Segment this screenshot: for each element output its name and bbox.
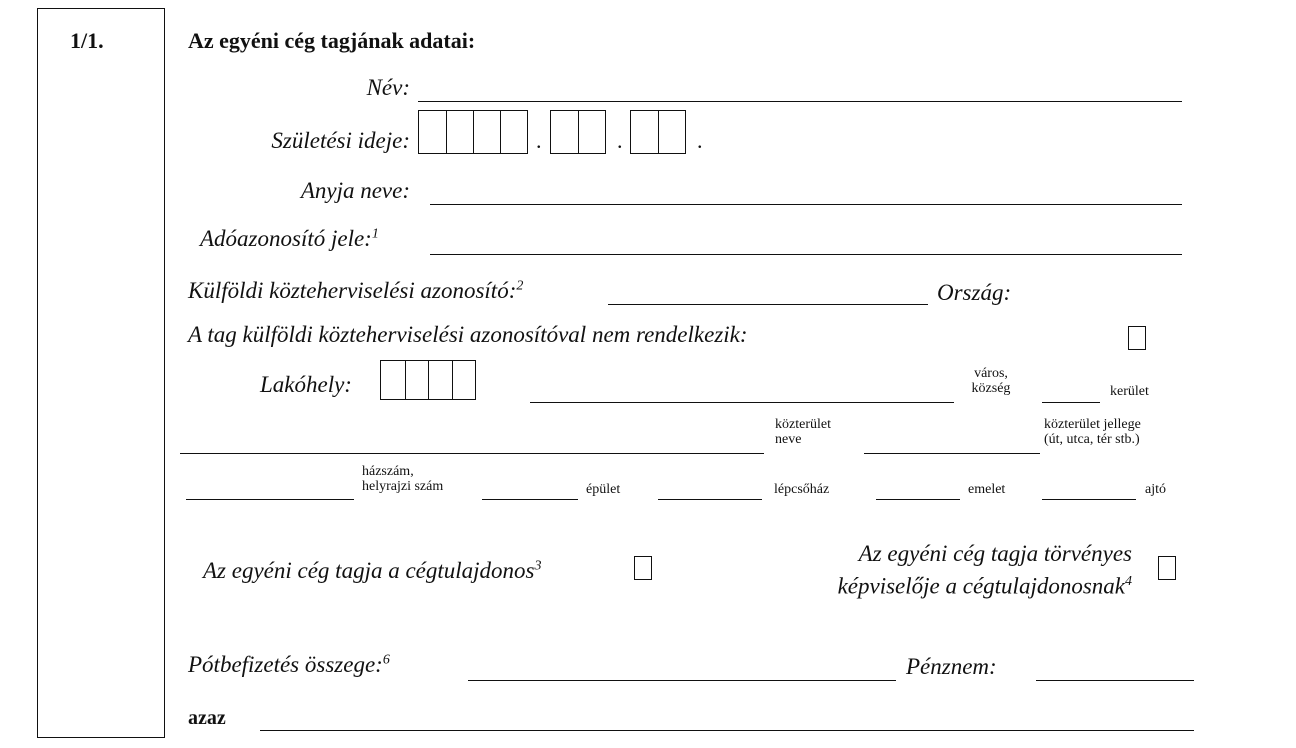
floor-field[interactable] — [876, 499, 960, 500]
city-caption: város, község — [971, 366, 1011, 396]
representative-checkbox[interactable] — [1158, 556, 1176, 580]
date-separator: . — [617, 128, 623, 153]
door-field[interactable] — [1042, 499, 1136, 500]
city-field[interactable] — [530, 402, 954, 403]
section-title: Az egyéni cég tagjának adatai: — [188, 28, 476, 53]
staircase-caption: lépcsőház — [774, 482, 830, 497]
payment-label: Pótbefizetés összege:$^6$ — [188, 652, 390, 677]
door-caption: ajtó — [1145, 482, 1166, 497]
tax-id-label: Adóazonosító jele:$^1$ — [200, 226, 379, 251]
currency-field[interactable] — [1036, 680, 1194, 681]
section-number: 1/1. — [70, 28, 104, 53]
birth-day-boxes[interactable] — [630, 110, 686, 154]
street-type-field[interactable] — [864, 453, 1040, 454]
tax-id-field[interactable] — [430, 254, 1182, 255]
name-label: Név: — [366, 75, 410, 100]
in-words-label: azaz — [188, 707, 226, 729]
street-name-field[interactable] — [180, 453, 764, 454]
district-caption: kerület — [1110, 384, 1149, 399]
representative-label: Az egyéni cég tagja törvényes képviselője a cégtulajdonosnak$^4$ — [837, 541, 1132, 599]
house-number-caption: házszám, helyrajzi szám — [362, 464, 444, 494]
postal-code-boxes[interactable] — [380, 360, 476, 400]
owner-label: Az egyéni cég tagja a cégtulajdonos$^3$ — [203, 558, 542, 583]
birth-month-boxes[interactable] — [550, 110, 606, 154]
country-label: Ország: — [937, 280, 1012, 305]
payment-amount-field[interactable] — [468, 680, 896, 681]
currency-label: Pénznem: — [906, 654, 997, 679]
street-name-caption: közterület neve — [775, 417, 831, 447]
birth-date-label: Születési ideje: — [271, 128, 410, 153]
date-separator: . — [536, 128, 542, 153]
foreign-id-label: Külföldi közteherviselési azonosító:$^2$ — [188, 278, 524, 303]
house-number-field[interactable] — [186, 499, 354, 500]
name-field[interactable] — [418, 101, 1182, 102]
section-number-box — [37, 8, 165, 738]
residence-label: Lakóhely: — [260, 372, 352, 397]
staircase-field[interactable] — [658, 499, 762, 500]
mother-name-field[interactable] — [430, 204, 1182, 205]
floor-caption: emelet — [968, 482, 1006, 497]
foreign-id-field[interactable] — [608, 304, 928, 305]
mother-name-label: Anyja neve: — [300, 178, 410, 203]
no-foreign-id-checkbox[interactable] — [1128, 326, 1146, 350]
building-field[interactable] — [482, 499, 578, 500]
date-separator: . — [697, 128, 703, 153]
street-type-caption: közterület jellege (út, utca, tér stb.) — [1044, 417, 1141, 447]
no-foreign-id-label: A tag külföldi közteherviselési azonosítóval nem rendelkezik: — [188, 322, 748, 347]
district-field[interactable] — [1042, 402, 1100, 403]
owner-checkbox[interactable] — [634, 556, 652, 580]
building-caption: épület — [586, 482, 621, 497]
birth-year-boxes[interactable] — [418, 110, 528, 154]
in-words-field[interactable] — [260, 730, 1194, 731]
